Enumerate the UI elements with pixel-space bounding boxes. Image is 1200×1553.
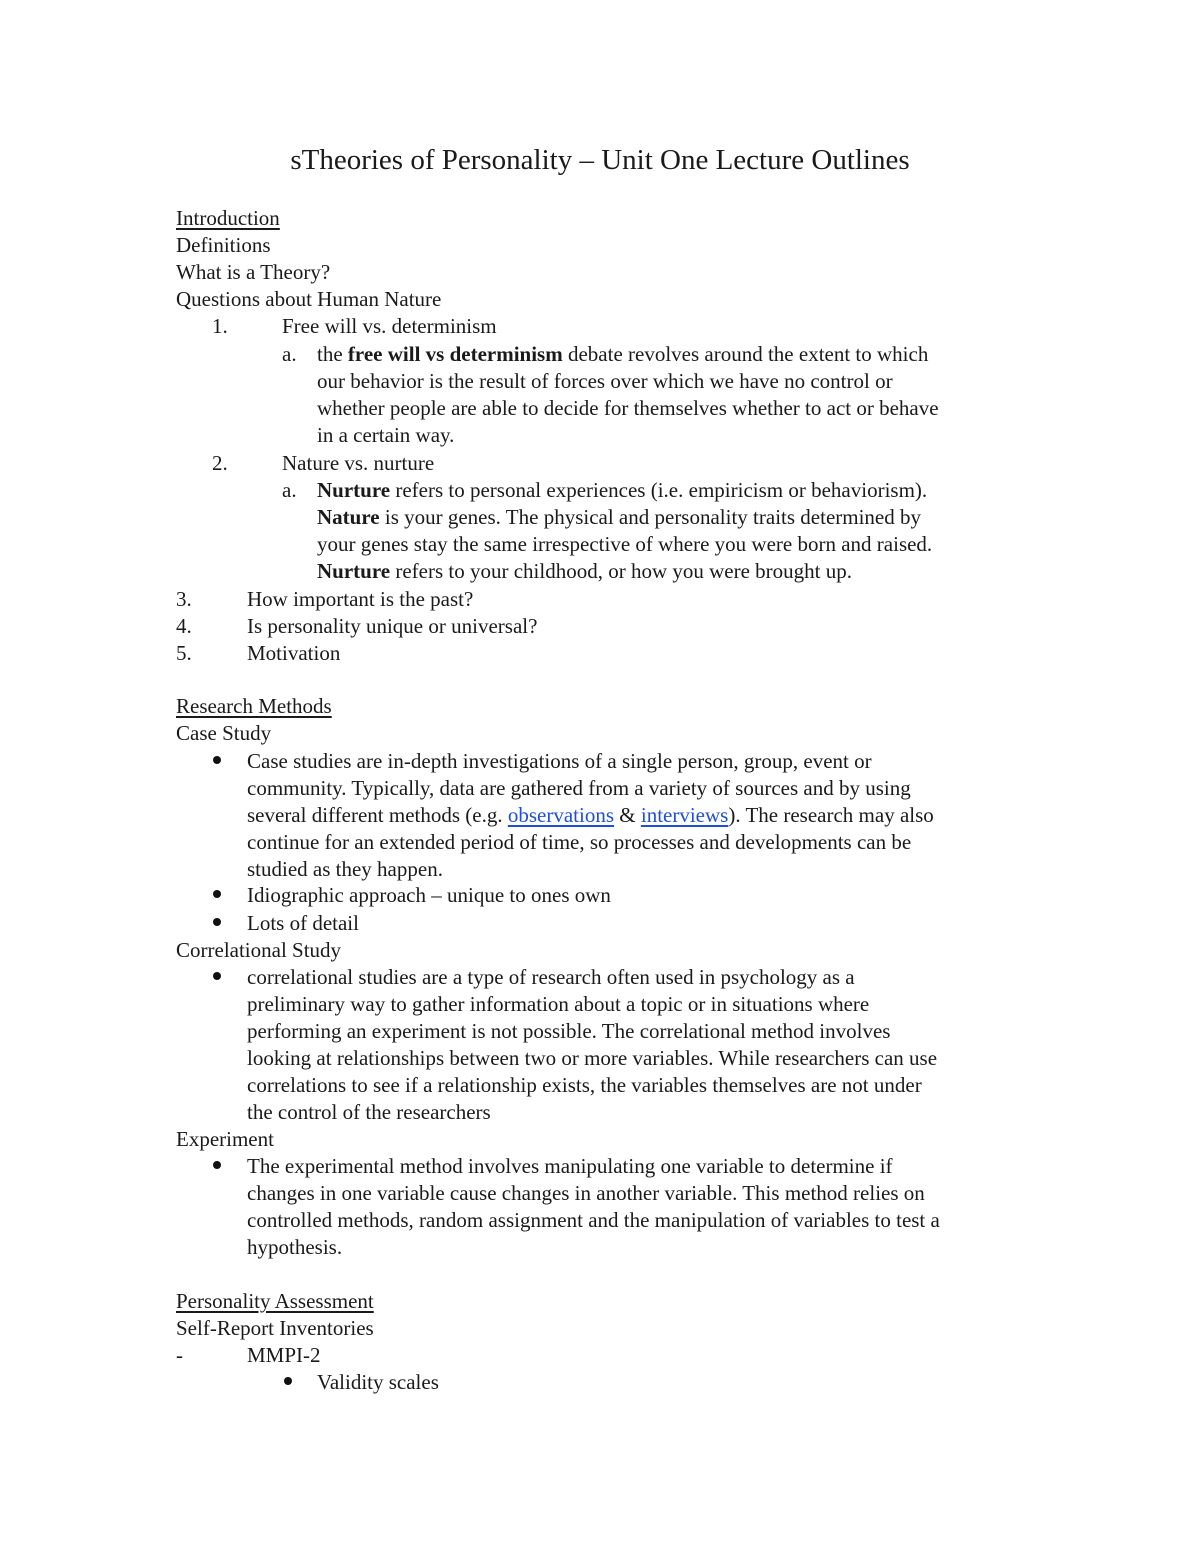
subheading-case-study: Case Study — [176, 721, 272, 745]
experiment-text-line: controlled methods, random assignment and the manipulation of variables to test a — [247, 1208, 940, 1232]
experiment-text-line: hypothesis. — [247, 1235, 343, 1259]
correlational-text-line: correlational studies are a type of research often used in psychology as a — [247, 965, 855, 989]
case-study-text-line: continue for an extended period of time, so processes and developments can be — [247, 830, 912, 854]
question-free-will: Free will vs. determinism — [282, 314, 497, 338]
nature-nurture-line: your genes stay the same irrespective of where you were born and raised. — [317, 532, 933, 556]
page-title: sTheories of Personality – Unit One Lecture Outlines — [290, 144, 910, 176]
case-study-text-line: studied as they happen. — [247, 857, 443, 881]
list-letter: a. — [282, 478, 297, 502]
free-will-definition-line: whether people are able to decide for themselves whether to act or behave — [317, 396, 939, 420]
correlational-text-line: performing an experiment is not possible. The correlational method involves — [247, 1019, 891, 1043]
question-motivation: Motivation — [247, 641, 341, 665]
subheading-self-report: Self-Report Inventories — [176, 1316, 374, 1340]
nature-nurture-line: Nature is your genes. The physical and personality traits determined by — [317, 505, 922, 529]
bullet-icon — [284, 1377, 292, 1385]
bullet-icon — [213, 972, 221, 980]
nature-nurture-line: Nurture refers to personal experiences (i.e. empiricism or behaviorism). — [317, 478, 928, 502]
free-will-definition-line: in a certain way. — [317, 423, 455, 447]
nature-nurture-line: Nurture refers to your childhood, or how you were brought up. — [317, 559, 853, 583]
dash-marker: - — [176, 1343, 183, 1367]
correlational-text-line: looking at relationships between two or more variables. While researchers can use — [247, 1046, 938, 1070]
experiment-text-line: changes in one variable cause changes in another variable. This method relies on — [247, 1181, 925, 1205]
observations-link[interactable]: observations — [507, 803, 615, 827]
mmpi-item: MMPI-2 — [247, 1343, 321, 1367]
correlational-text-line: the control of the researchers — [247, 1100, 491, 1124]
interviews-link[interactable]: interviews — [640, 803, 729, 827]
section-heading-personality-assessment: Personality Assessment — [176, 1289, 374, 1313]
item-definitions: Definitions — [176, 233, 271, 257]
case-study-text-line: several different methods (e.g. observations & interviews). The research may also — [247, 803, 934, 827]
bold-term: Nurture — [317, 478, 391, 502]
question-unique-universal: Is personality unique or universal? — [247, 614, 538, 638]
list-number: 3. — [176, 587, 192, 611]
case-study-text-line: community. Typically, data are gathered from a variety of sources and by using — [247, 776, 911, 800]
bullet-icon — [213, 1161, 221, 1169]
bullet-icon — [213, 890, 221, 898]
item-what-is-theory: What is a Theory? — [176, 260, 331, 284]
experiment-text-line: The experimental method involves manipulating one variable to determine if — [247, 1154, 893, 1178]
section-heading-introduction: Introduction — [176, 206, 280, 230]
case-study-text-line: Case studies are in-depth investigations of a single person, group, event or — [247, 749, 872, 773]
lots-of-detail: Lots of detail — [247, 911, 359, 935]
validity-scales-item: Validity scales — [317, 1370, 439, 1394]
bold-term: free will vs determinism — [347, 342, 563, 366]
list-number: 5. — [176, 641, 192, 665]
item-questions-human-nature: Questions about Human Nature — [176, 287, 442, 311]
idiographic-approach: Idiographic approach – unique to ones own — [247, 883, 611, 907]
correlational-text-line: correlations to see if a relationship exists, the variables themselves are not under — [247, 1073, 922, 1097]
bullet-icon — [213, 756, 221, 764]
free-will-definition-line: the free will vs determinism debate revolves around the extent to which — [317, 342, 929, 366]
list-number: 1. — [212, 314, 228, 338]
section-heading-research-methods: Research Methods — [176, 694, 332, 718]
subheading-correlational-study: Correlational Study — [176, 938, 342, 962]
bullet-icon — [213, 918, 221, 926]
correlational-text-line: preliminary way to gather information about a topic or in situations where — [247, 992, 870, 1016]
free-will-definition-line: our behavior is the result of forces over which we have no control or — [317, 369, 893, 393]
list-number: 2. — [212, 451, 228, 475]
question-nature-nurture: Nature vs. nurture — [282, 451, 435, 475]
subheading-experiment: Experiment — [176, 1127, 274, 1151]
list-letter: a. — [282, 342, 297, 366]
bold-term: Nurture — [317, 559, 391, 583]
list-number: 4. — [176, 614, 192, 638]
question-past: How important is the past? — [247, 587, 474, 611]
bold-term: Nature — [317, 505, 380, 529]
